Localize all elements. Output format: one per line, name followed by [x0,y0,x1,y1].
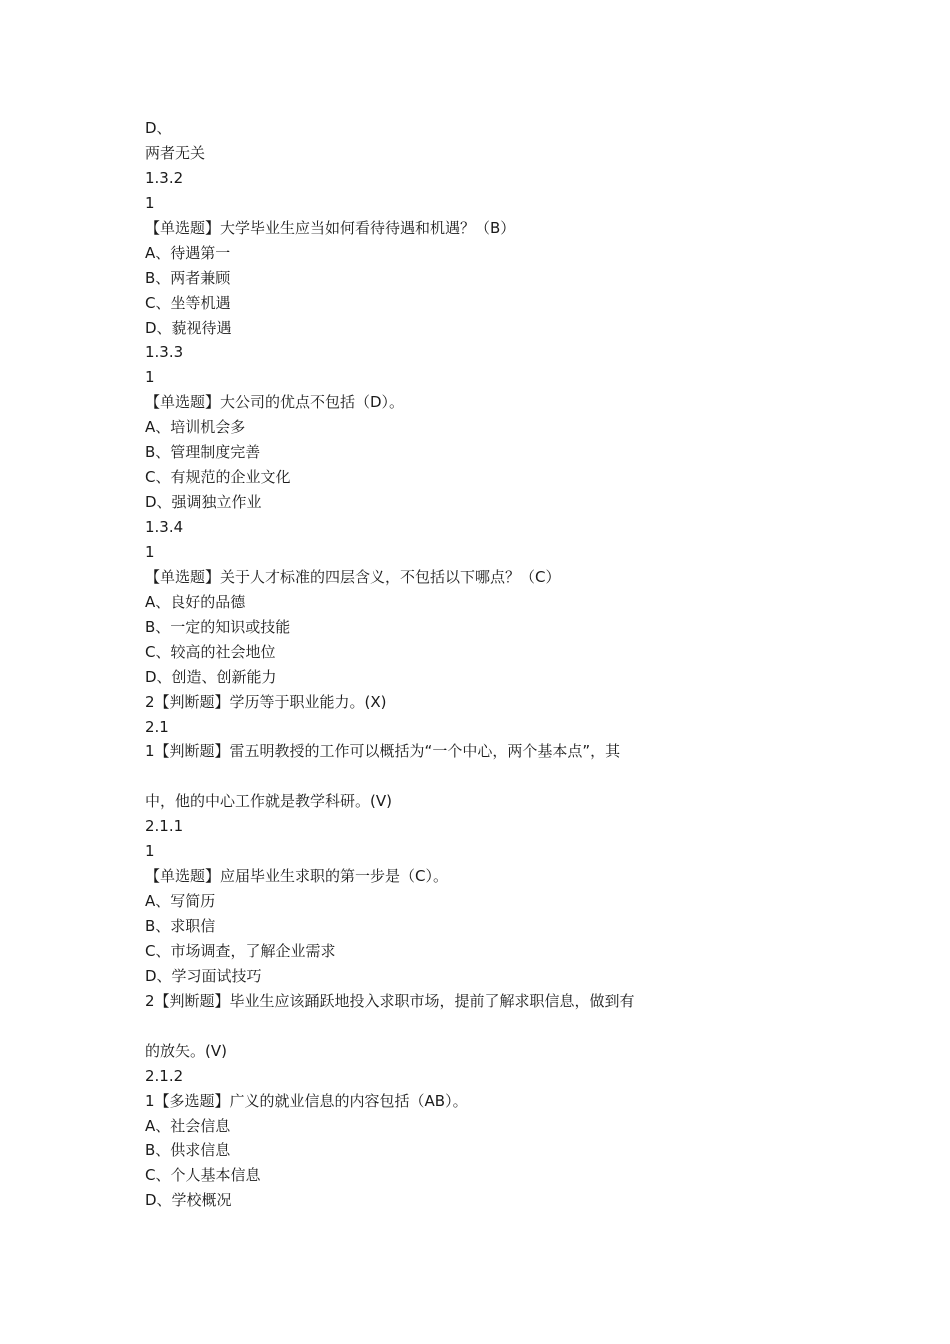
answer-option: D、藐视待遇 [145,318,232,337]
answer-option: A、培训机会多 [145,418,246,437]
answer-option: A、社会信息 [145,1116,231,1135]
answer-option: C、个人基本信息 [145,1166,261,1185]
answer-option: B、求职信 [145,917,216,936]
text-line: 两者无关 [145,143,206,162]
section-number: 1.3.2 [145,168,184,187]
answer-option: D、创造、创新能力 [145,667,277,686]
question-text: 1【判断题】雷五明教授的工作可以概括为“一个中心，两个基本点”，其 [145,742,621,761]
question-text-continued: 中，他的中心工作就是教学科研。(V) [145,792,392,811]
question-text: 1【多选题】广义的就业信息的内容包括（AB）。 [145,1091,468,1110]
answer-option: C、有规范的企业文化 [145,468,291,487]
question-number: 1 [145,368,155,387]
answer-option: A、待遇第一 [145,243,231,262]
section-number: 2.1.1 [145,817,184,836]
answer-option: B、两者兼顾 [145,268,231,287]
question-text: 【单选题】应届毕业生求职的第一步是（C）。 [145,867,448,886]
section-number: 1.3.3 [145,343,184,362]
question-text: 2【判断题】毕业生应该踊跃地投入求职市场，提前了解求职信息，做到有 [145,991,635,1010]
answer-option: C、较高的社会地位 [145,642,276,661]
section-number: 2.1.2 [145,1066,184,1085]
question-text: 2【判断题】学历等于职业能力。(X) [145,692,387,711]
answer-option: B、供求信息 [145,1141,231,1160]
question-number: 1 [145,542,155,561]
document-body [145,116,765,1213]
question-text: 【单选题】大学毕业生应当如何看待待遇和机遇？（B） [145,218,516,237]
answer-option: D、学习面试技巧 [145,966,262,985]
section-number: 1.3.4 [145,518,184,536]
answer-option: A、良好的品德 [145,592,246,611]
answer-option: D、学校概况 [145,1191,232,1210]
question-number: 1 [145,842,155,861]
question-text: 【单选题】大公司的优点不包括（D）。 [145,393,405,412]
answer-option: C、坐等机遇 [145,293,231,312]
section-number: 2.1 [145,717,169,736]
question-number: 1 [145,193,155,212]
answer-option: D、强调独立作业 [145,493,262,512]
answer-option: C、市场调查，了解企业需求 [145,941,336,960]
answer-option: A、写简历 [145,892,216,911]
question-text-continued: 的放矢。(V) [145,1041,227,1060]
text-line: D、 [145,119,172,137]
answer-option: B、管理制度完善 [145,443,261,462]
question-text: 【单选题】关于人才标准的四层含义，不包括以下哪点？（C） [145,567,561,586]
answer-option: B、一定的知识或技能 [145,617,291,636]
